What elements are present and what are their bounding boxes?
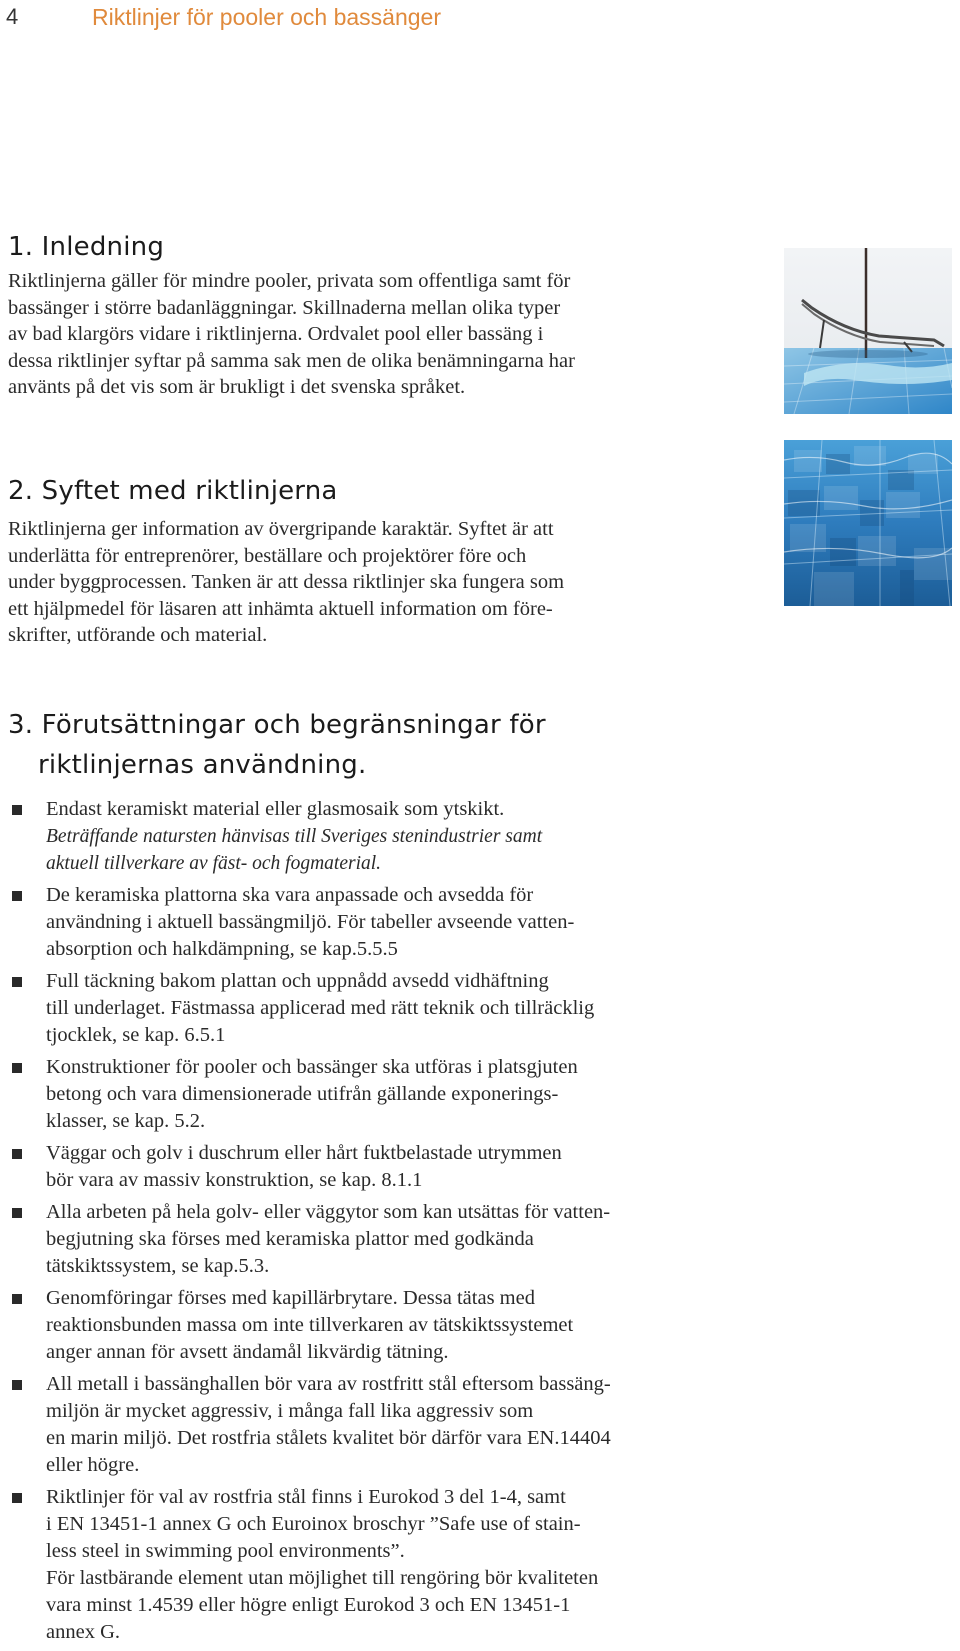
list-item (10, 1140, 710, 1194)
text-line: absorption och halkdämpning, se kap.5.5.5 (46, 938, 398, 960)
paragraph-inledning (8, 268, 575, 401)
text-line: anger annan för avsett ändamål likvärdig tätning. (46, 1341, 449, 1363)
text-line: bassänger i större badanläggningar. Skillnaderna mellan olika typer (8, 296, 561, 319)
bullet-square-icon (12, 1380, 22, 1390)
requirements-list (10, 796, 710, 1651)
bullet-square-icon (12, 1063, 22, 1073)
list-item (10, 968, 710, 1049)
text-line: Alla arbeten på hela golv- eller väggytor som kan utsättas för vatten- (46, 1201, 611, 1223)
page-number: 4 (6, 4, 19, 29)
text-line: vara minst 1.4539 eller högre enligt Eurokod 3 och EN 13451-1 (46, 1594, 571, 1616)
text-line: dessa riktlinjer syftar på samma sak men de olika benämningarna har (8, 349, 575, 372)
heading-inledning: 1. Inledning (8, 232, 165, 262)
text-line: skrifter, utförande och material. (8, 624, 268, 646)
text-line: till underlaget. Fästmassa applicerad med rätt teknik och tillräcklig (46, 997, 595, 1019)
text-line: Genomföringar förses med kapillärbrytare. Dessa tätas med (46, 1287, 535, 1309)
text-line: tjocklek, se kap. 6.5.1 (46, 1024, 226, 1046)
bullet-square-icon (12, 1208, 22, 1218)
text-line: använts på det vis som är brukligt i det svenska språket. (8, 376, 466, 398)
text-line: Full täckning bakom plattan och uppnådd avsedd vidhäftning (46, 970, 549, 992)
italic-note-line: Beträffande natursten hänvisas till Sveriges stenindustrier samt (46, 826, 543, 847)
text-line: Väggar och golv i duschrum eller hårt fuktbelastade utrymmen (46, 1142, 562, 1164)
heading-syftet: 2. Syftet med riktlinjerna (8, 476, 338, 506)
list-item (10, 1054, 710, 1135)
bullet-square-icon (12, 891, 22, 901)
italic-note-line: aktuell tillverkare av fäst- och fogmaterial. (46, 853, 382, 874)
list-item (10, 1199, 710, 1280)
text-line: underlätta för entreprenörer, beställare och projektörer före och (8, 544, 527, 567)
text-line: miljön är mycket aggressiv, i många fall lika aggressiv som (46, 1400, 534, 1422)
text-line: reaktionsbunden massa om inte tillverkaren av tätskiktssystemet (46, 1314, 574, 1336)
text-line: Endast keramiskt material eller glasmosaik som ytskikt. (46, 798, 505, 820)
text-line: i EN 13451-1 annex G och Euroinox broschyr ”Safe use of stain- (46, 1513, 581, 1535)
text-line: Riktlinjerna gäller för mindre pooler, privata som offentliga samt för (8, 270, 571, 292)
list-item (10, 1484, 710, 1646)
list-item (10, 1371, 710, 1479)
running-title: Riktlinjer för pooler och bassänger (92, 4, 442, 30)
text-line: användning i aktuell bassängmiljö. För tabeller avseende vatten- (46, 911, 575, 933)
text-line: tätskiktssystem, se kap.5.3. (46, 1255, 270, 1277)
paragraph-syftet (8, 516, 564, 649)
bullet-square-icon (12, 1149, 22, 1159)
pool-lounger-photo (784, 248, 952, 414)
text-line: All metall i bassänghallen bör vara av rostfritt stål eftersom bassäng- (46, 1373, 611, 1395)
text-line: Konstruktioner för pooler och bassänger ska utföras i platsgjuten (46, 1056, 578, 1078)
text-line: under byggprocessen. Tanken är att dessa riktlinjer ska fungera som (8, 571, 565, 593)
bullet-square-icon (12, 1294, 22, 1304)
heading-forutsattningar: 3. Förutsättningar och begränsningar för (8, 710, 546, 740)
list-item (10, 882, 710, 963)
text-line: annex G. (46, 1621, 121, 1643)
text-line: less steel in swimming pool environments”. (46, 1540, 405, 1562)
text-line: klasser, se kap. 5.2. (46, 1110, 206, 1132)
pool-tiles-photo (784, 440, 952, 606)
text-line: Riktlinjer för val av rostfria stål finns i Eurokod 3 del 1-4, samt (46, 1486, 566, 1508)
text-line: en marin miljö. Det rostfria stålets kvalitet bör därför vara EN.14404 (46, 1427, 611, 1449)
bullet-square-icon (12, 805, 22, 815)
text-line: Riktlinjerna ger information av övergripande karaktär. Syftet är att (8, 518, 554, 540)
text-line: betong och vara dimensionerade utifrån gällande exponerings- (46, 1083, 559, 1105)
list-item (10, 1285, 710, 1366)
text-line: begjutning ska förses med keramiska plattor med godkända (46, 1228, 534, 1250)
text-line: ett hjälpmedel för läsaren att inhämta aktuell information om före- (8, 597, 553, 620)
bullet-square-icon (12, 1493, 22, 1503)
text-line: För lastbärande element utan möjlighet till rengöring bör kvaliteten (46, 1567, 599, 1589)
heading-forutsattningar-cont: riktlinjernas användning. (38, 750, 367, 780)
list-item (10, 796, 710, 877)
text-line: eller högre. (46, 1454, 140, 1476)
text-line: av bad klargörs vidare i riktlinjerna. Ordvalet pool eller bassäng i (8, 323, 544, 345)
text-line: De keramiska plattorna ska vara anpassade och avsedda för (46, 884, 534, 906)
text-line: bör vara av massiv konstruktion, se kap. 8.1.1 (46, 1169, 423, 1191)
bullet-square-icon (12, 977, 22, 987)
